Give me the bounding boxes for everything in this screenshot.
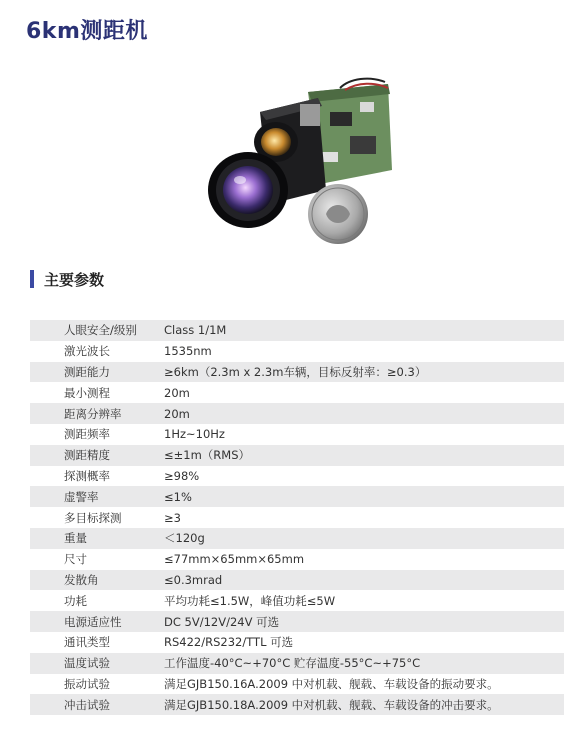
spec-value: 满足GJB150.18A.2009 中对机载、舰载、车载设备的冲击要求。 [162,694,564,715]
section-accent-bar [30,270,34,288]
spec-label: 发散角 [30,570,162,591]
spec-label: 电源适应性 [30,611,162,632]
table-row [30,424,564,445]
section-header [30,268,104,290]
spec-value: ≤77mm×65mm×65mm [162,549,564,570]
table-row [30,653,564,674]
spec-label: 测距频率 [30,424,162,445]
spec-value: 平均功耗≤1.5W，峰值功耗≤5W [162,590,564,611]
spec-value: 工作温度-40°C~+70°C 贮存温度-55°C~+75°C [162,653,564,674]
table-row [30,528,564,549]
spec-value: ≥6km（2.3m x 2.3m车辆，目标反射率：≥0.3） [162,362,564,383]
spec-value: RS422/RS232/TTL 可选 [162,632,564,653]
spec-label: 测距精度 [30,445,162,466]
spec-value: 满足GJB150.16A.2009 中对机载、舰载、车载设备的振动要求。 [162,674,564,695]
section-title: 主要参数 [44,270,105,289]
coin-scale-reference [308,184,368,244]
table-row [30,445,564,466]
table-row [30,632,564,653]
main-lens [208,152,288,228]
spec-label: 温度试验 [30,653,162,674]
spec-value: 1535nm [162,341,564,362]
spec-value: Class 1/1M [162,320,564,341]
spec-table [30,320,564,715]
spec-label: 距离分辨率 [30,403,162,424]
spec-value: ＜120g [162,528,564,549]
spec-label: 探测概率 [30,466,162,487]
spec-label: 虚警率 [30,486,162,507]
spec-label: 最小测程 [30,382,162,403]
table-row [30,466,564,487]
spec-label: 功耗 [30,590,162,611]
table-row [30,341,564,362]
page-title: 6km测距机 [26,19,148,44]
table-row [30,549,564,570]
table-row [30,611,564,632]
spec-value: ≤0.3mrad [162,570,564,591]
table-row [30,486,564,507]
spec-label: 尺寸 [30,549,162,570]
spec-value: 20m [162,382,564,403]
spec-value: 20m [162,403,564,424]
spec-label: 冲击试验 [30,694,162,715]
rangefinder-product-image [200,72,400,252]
spec-value: ≤1% [162,486,564,507]
table-row [30,320,564,341]
table-row [30,674,564,695]
table-row [30,507,564,528]
table-row [30,403,564,424]
spec-label: 通讯类型 [30,632,162,653]
table-row [30,590,564,611]
table-row [30,382,564,403]
spec-value: ≤±1m（RMS） [162,445,564,466]
spec-label: 测距能力 [30,362,162,383]
spec-label: 激光波长 [30,341,162,362]
spec-value: DC 5V/12V/24V 可选 [162,611,564,632]
spec-label: 多目标探测 [30,507,162,528]
spec-value: ≥3 [162,507,564,528]
spec-label: 重量 [30,528,162,549]
spec-value: 1Hz~10Hz [162,424,564,445]
spec-value: ≥98% [162,466,564,487]
spec-label: 振动试验 [30,674,162,695]
table-row [30,362,564,383]
table-row [30,570,564,591]
spec-label: 人眼安全/级别 [30,320,162,341]
table-row [30,694,564,715]
